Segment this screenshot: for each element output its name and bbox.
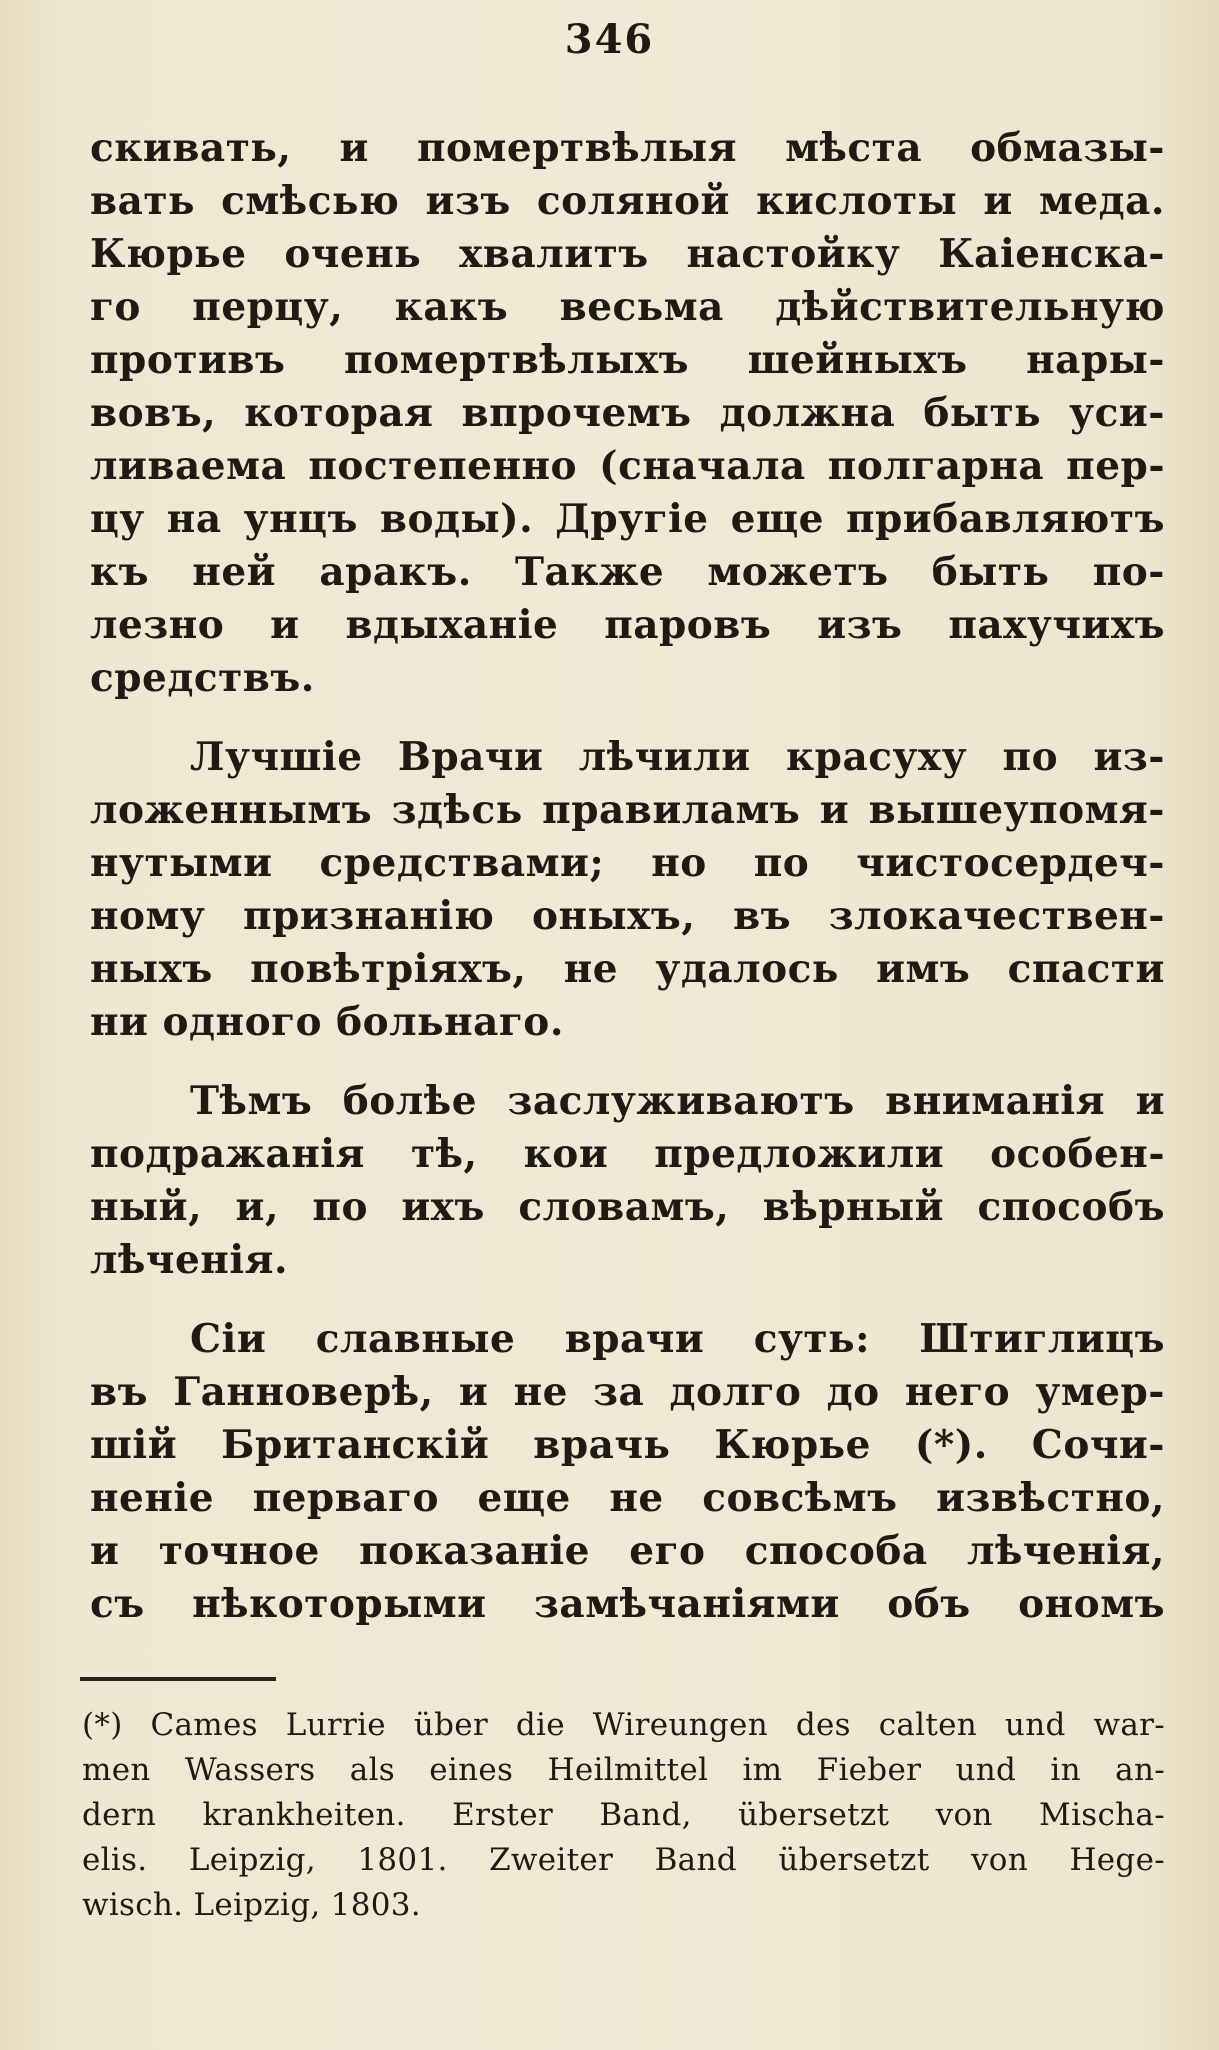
footnote-line: wisch. Leipzig, 1803. xyxy=(82,1887,421,1923)
paragraph xyxy=(90,1313,1165,1631)
paragraph xyxy=(90,1075,1165,1287)
footnote-line: dern krankheiten. Erster Band, übersetzt von Mischa- xyxy=(82,1797,1165,1833)
footnote-line: elis. Leipzig, 1801. Zweiter Band übersetzt von Hege- xyxy=(82,1842,1165,1878)
text-line: вать смѣсью изъ соляной кислоты и меда. xyxy=(90,178,1165,224)
text-line: Сіи славные врачи суть: Штиглицъ xyxy=(190,1316,1165,1362)
text-line: въ Ганноверѣ, и не за долго до него умер- xyxy=(90,1369,1165,1415)
text-line: го перцу, какъ весьма дѣйствительную xyxy=(90,284,1165,330)
text-line: съ нѣкоторыми замѣчаніями объ ономъ xyxy=(90,1581,1165,1627)
text-line: противъ помертвѣлыхъ шейныхъ нары- xyxy=(90,337,1165,383)
text-line: и точное показаніе его способа лѣченія, xyxy=(90,1528,1165,1574)
text-line: къ ней аракъ. Также можетъ быть по- xyxy=(90,549,1165,595)
text-line: ныхъ повѣтріяхъ, не удалось имъ спасти xyxy=(90,946,1165,992)
text-line: подражанія тѣ, кои предложили особен- xyxy=(90,1131,1165,1177)
text-line: скивать, и помертвѣлыя мѣста обмазы- xyxy=(90,125,1165,171)
text-line: ложеннымъ здѣсь правиламъ и вышеупомя- xyxy=(90,787,1165,833)
text-line: вовъ, которая впрочемъ должна быть уси- xyxy=(90,390,1165,436)
text-line: Кюрье очень хвалитъ настойку Каіенска- xyxy=(90,231,1165,277)
footnote-line: men Wassers als eines Heilmittel im Fieber und in an- xyxy=(82,1752,1165,1788)
footnote-line: (*) Cames Lurrie über die Wireungen des calten und war- xyxy=(82,1707,1165,1743)
text-line: ни одного больнаго. xyxy=(90,999,564,1045)
text-line: неніе перваго еще не совсѣмъ извѣстно, xyxy=(90,1475,1165,1521)
text-line: Тѣмъ болѣе заслуживаютъ вниманія и xyxy=(190,1078,1165,1124)
footnote-divider xyxy=(80,1677,276,1681)
text-line: лѣченія. xyxy=(90,1237,289,1283)
footnote xyxy=(82,1703,1165,1928)
body-text xyxy=(90,122,1165,1631)
text-line: нутыми средствами; но по чистосердеч- xyxy=(90,840,1165,886)
text-line: цу на унцъ воды). Другіе еще прибавляютъ xyxy=(90,496,1165,542)
text-line: шій Британскій врачь Кюрье (*). Сочи- xyxy=(90,1422,1165,1468)
text-line: ный, и, по ихъ словамъ, вѣрный способъ xyxy=(90,1184,1165,1230)
text-line: ливаема постепенно (сначала полгарна пер- xyxy=(90,443,1165,489)
text-line: ному признанію оныхъ, въ злокачествен- xyxy=(90,893,1165,939)
page-number: 346 xyxy=(564,16,655,63)
paragraph xyxy=(90,122,1165,705)
text-line: лезно и вдыханіе паровъ изъ пахучихъ xyxy=(90,602,1165,648)
text-line: средствъ. xyxy=(90,655,315,701)
paragraph xyxy=(90,731,1165,1049)
text-line: Лучшіе Врачи лѣчили красуху по из- xyxy=(190,734,1165,780)
